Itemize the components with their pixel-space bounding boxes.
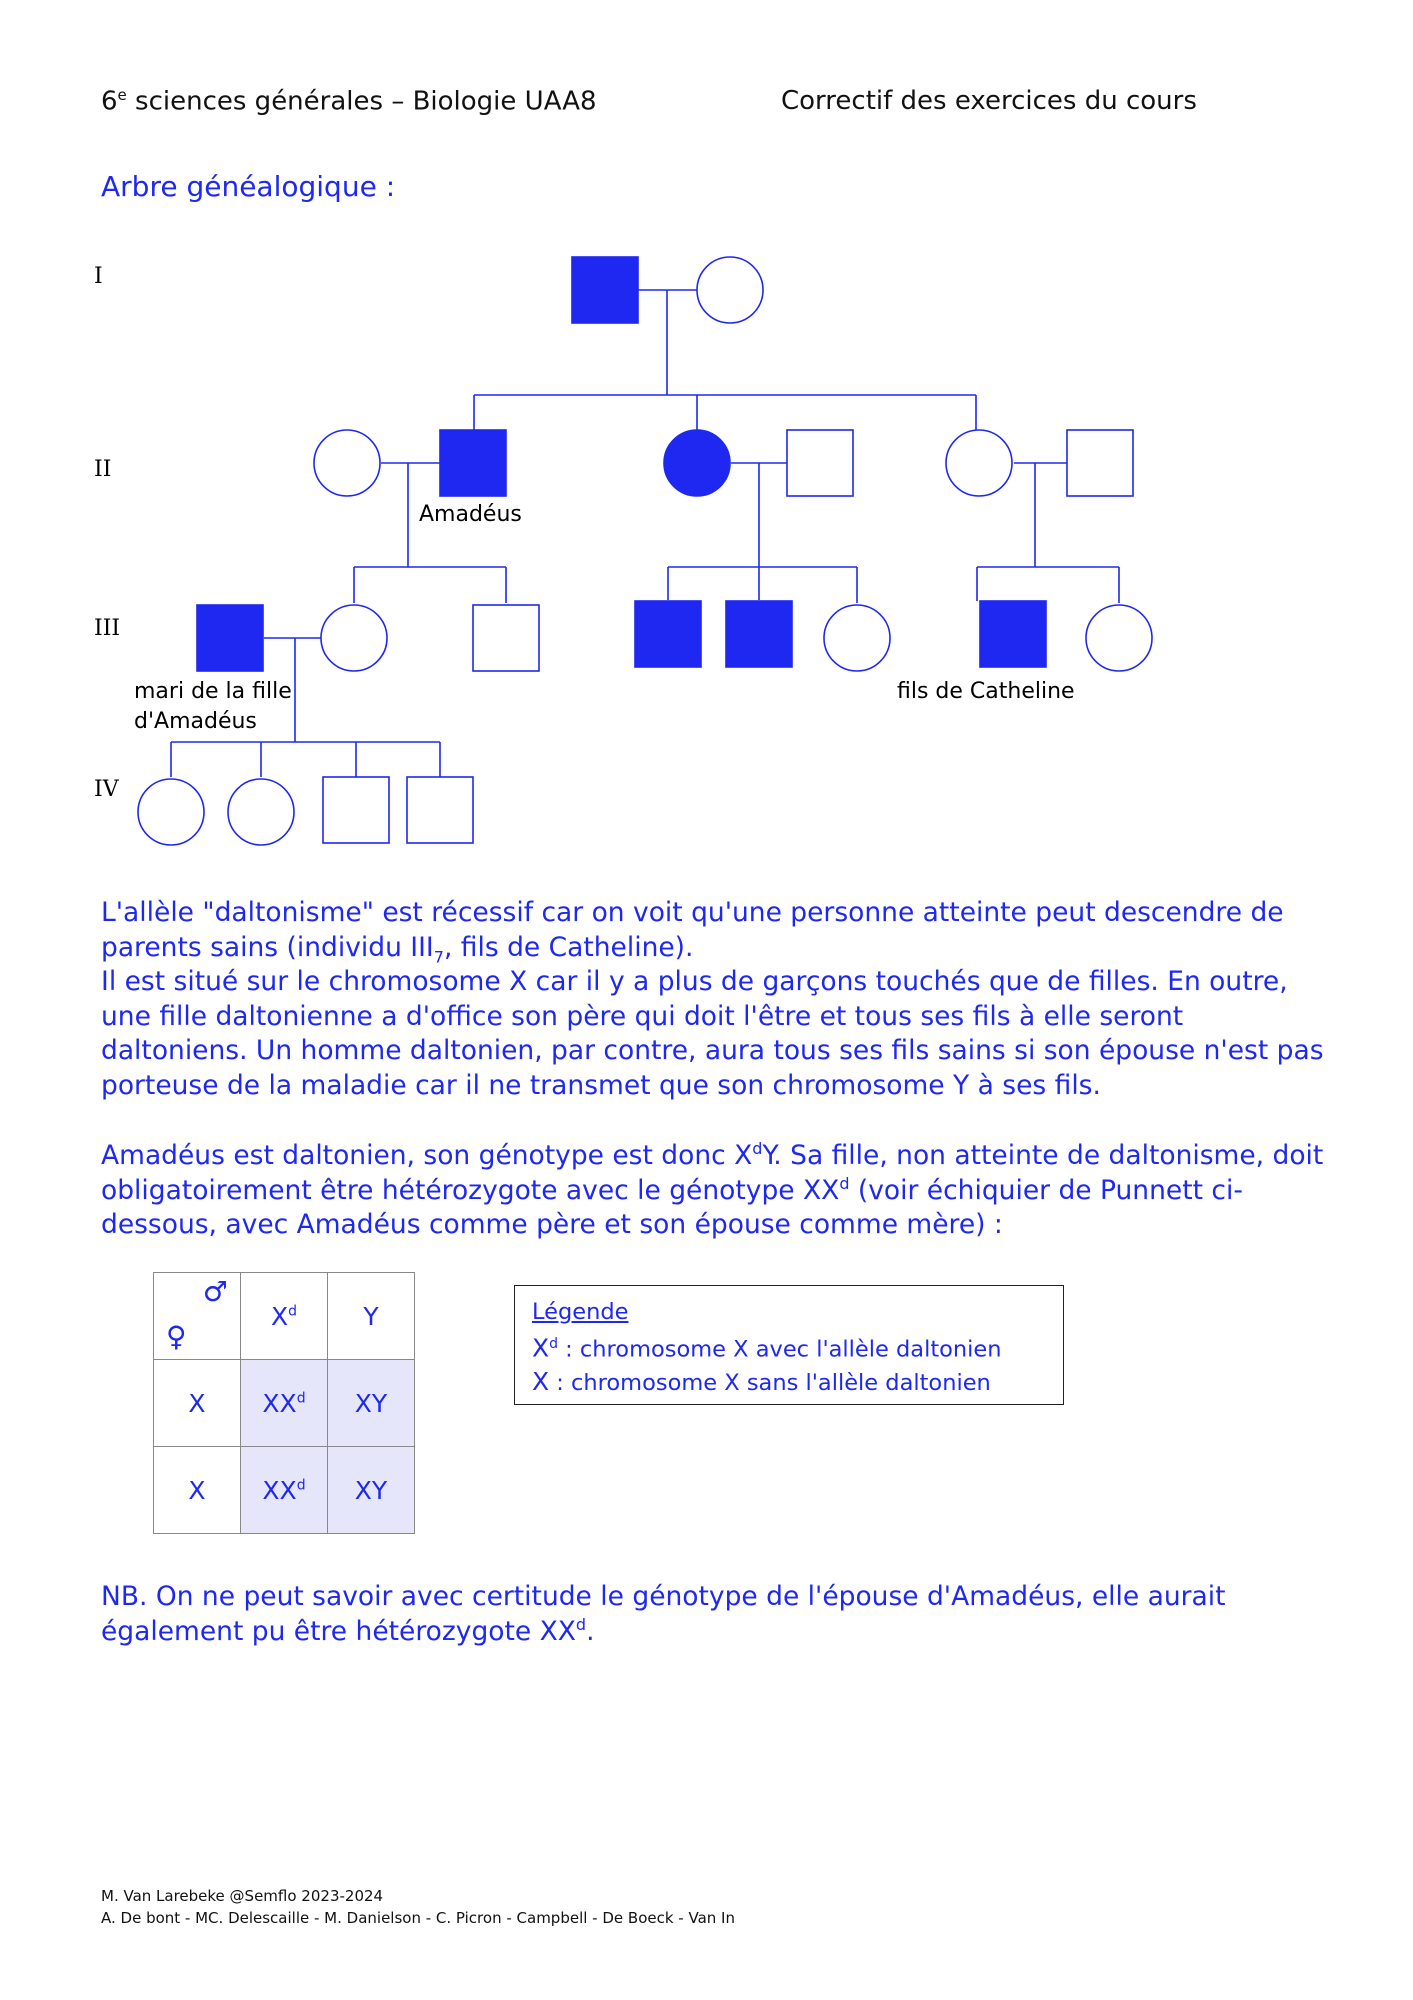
nb-note: NB. On ne peut savoir avec certitude le génotype de l'épouse d'Amadéus, elle aurait également pu être hétérozygote $XX^d$. — [101, 1581, 1226, 1647]
punnett-col-header: Y — [328, 1273, 415, 1360]
section-title: Arbre généalogique : — [101, 170, 396, 203]
punnett-corner — [154, 1273, 241, 1360]
label-amadeus: Amadéus — [419, 502, 522, 527]
legend-item-x: X : chromosome X sans l'allèle daltonien — [532, 1366, 991, 1396]
paragraph-genotype: Amadéus est daltonien, son génotype est donc $X^dY$. Sa fille, non atteinte de daltonisme, doit obligatoirement être hétérozygote avec le génotype $XX^d$ (voir échiquier de Punnett ci-dessous, avec Amadéus comme père et son épouse comme mère) : — [101, 1139, 1324, 1240]
document-title: Correctif des exercices du cours — [781, 86, 1197, 116]
individual-III-7-male-affected — [980, 601, 1046, 667]
label-husband-line1: mari de la fille — [134, 679, 292, 704]
generation-label-II: II — [94, 457, 112, 482]
individual-I-2-female-unaffected — [697, 257, 763, 323]
punnett-square — [153, 1272, 415, 1534]
footer-author: M. Van Larebeke @Semflo 2023-2024 — [101, 1887, 384, 1905]
punnett-cell: $XX^d$ — [241, 1447, 328, 1534]
individual-I-1-male-affected — [572, 257, 638, 323]
footer-credits: A. De bont - MC. Delescaille - M. Danielson - C. Picron - Campbell - De Boeck - Van In — [101, 1909, 735, 1927]
pedigree-chart — [0, 0, 1413, 880]
legend-box — [514, 1285, 1064, 1405]
label-son-catheline: fils de Catheline — [897, 679, 1075, 704]
legend-item-xd: $X^d$ : chromosome X avec l'allèle daltonien — [532, 1333, 1002, 1363]
individual-III-1-male-affected — [197, 605, 263, 671]
course-title: 6e sciences générales – Biologie UAA8 — [101, 86, 597, 117]
individual-III-6-female-unaffected — [824, 605, 890, 671]
individual-II-6-male-unaffected — [1067, 430, 1133, 496]
individual-IV-4-male-unaffected — [407, 777, 473, 843]
individual-II-5-female-unaffected — [946, 430, 1012, 496]
individual-III-2-female-unaffected — [321, 605, 387, 671]
individual-III-3-male-unaffected — [473, 605, 539, 671]
punnett-cell: XY — [328, 1360, 415, 1447]
individual-III-8-female-unaffected — [1086, 605, 1152, 671]
female-symbol-icon: ♀ — [166, 1320, 187, 1353]
pedigree-individuals — [138, 257, 1152, 845]
individual-III-4-male-affected — [635, 601, 701, 667]
punnett-cell: $XX^d$ — [241, 1360, 328, 1447]
legend-title: Légende — [532, 1299, 629, 1325]
generation-label-I: I — [94, 264, 103, 289]
label-husband-line2: d'Amadéus — [134, 709, 257, 734]
punnett-row-header: X — [154, 1360, 241, 1447]
punnett-row-header: X — [154, 1447, 241, 1534]
individual-IV-2-female-unaffected — [228, 779, 294, 845]
generation-label-IV: IV — [94, 777, 119, 802]
punnett-cell: XY — [328, 1447, 415, 1534]
individual-III-5-male-affected — [726, 601, 792, 667]
punnett-col-header: $X^d$ — [241, 1273, 328, 1360]
individual-IV-3-male-unaffected — [323, 777, 389, 843]
individual-II-3-female-affected — [664, 430, 730, 496]
individual-II-1-female-unaffected — [314, 430, 380, 496]
male-symbol-icon: ♂ — [202, 1275, 228, 1308]
individual-II-4-male-unaffected — [787, 430, 853, 496]
individual-IV-1-female-unaffected — [138, 779, 204, 845]
paragraph-recessive: L'allèle "daltonisme" est récessif car on voit qu'une personne atteinte peut descendre de parents sains (individu $III_7$, fils de Catheline). Il est situé sur le chromosome X car il y a plus de garçons touchés que de filles. En outre, une fille daltonienne a d'office son père qui doit l'être et tous ses fils à elle seront daltoniens. Un homme daltonien, par contre, aura tous ses fils sains si son épouse n'est pas porteuse de la maladie car il ne transmet que son chromosome Y à ses fils. — [101, 897, 1324, 1101]
individual-II-2-male-affected — [440, 430, 506, 496]
generation-label-III: III — [94, 616, 121, 641]
